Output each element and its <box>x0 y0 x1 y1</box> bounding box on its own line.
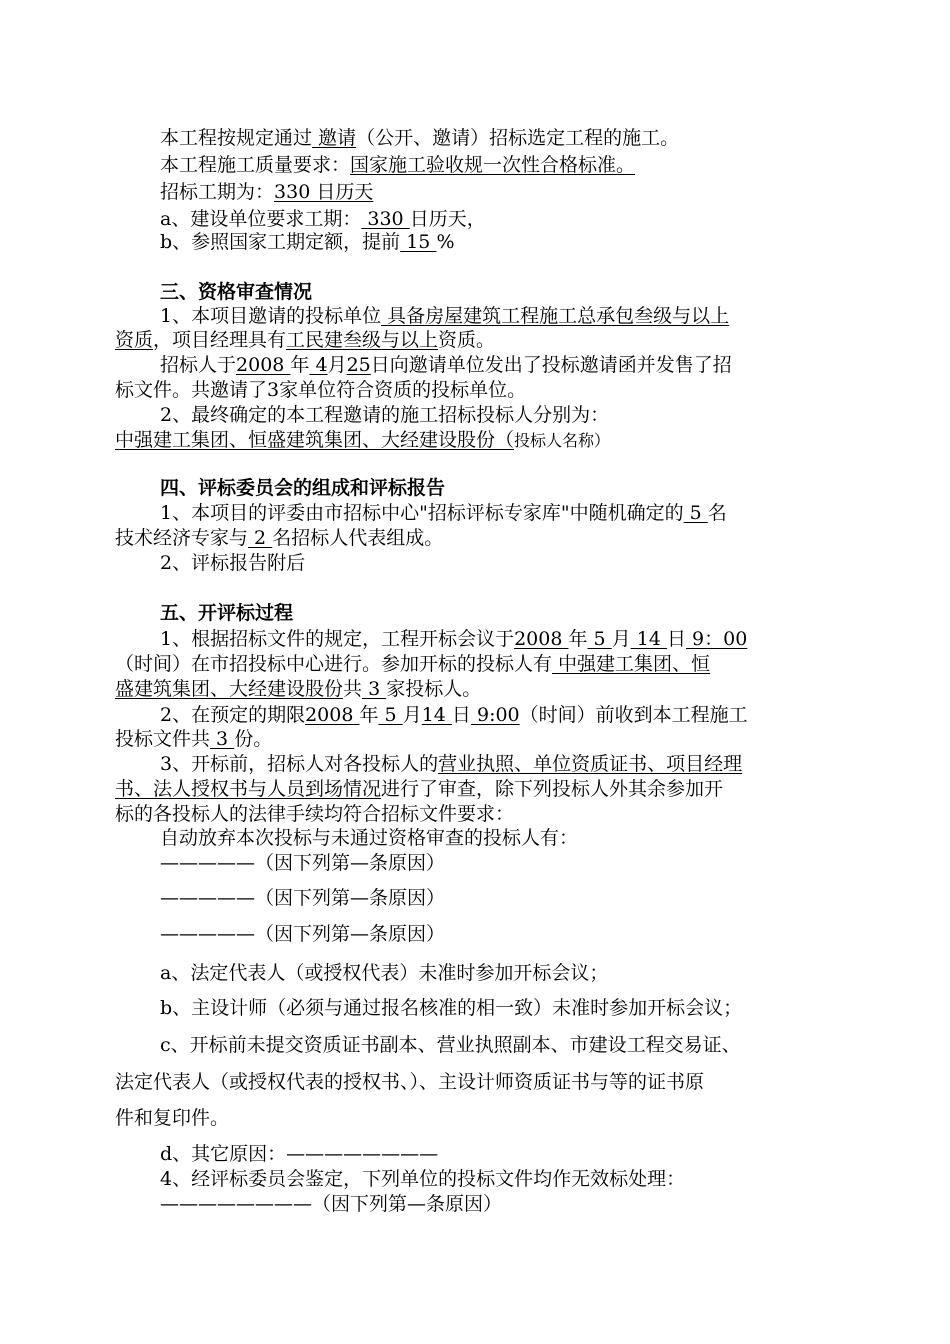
reason-c: c、开标前未提交资质证书副本、营业执照副本、市建设工程交易证、 <box>160 1034 741 1056</box>
text: 1、本项目邀请的投标单位 <box>160 305 382 327</box>
text: b、参照国家工期定额，提前 <box>160 231 401 253</box>
blank-line: — <box>407 1193 427 1215</box>
text: 进行了审查，除下列投标人外其余参加开 <box>381 778 724 800</box>
text: 共 <box>343 678 363 700</box>
blank-line: ————— <box>160 887 255 909</box>
filled-value: 25 <box>346 354 371 376</box>
blank-line: ————— <box>160 852 255 874</box>
text: 条原因） <box>426 1193 503 1215</box>
filled-value: 9：00 <box>685 628 748 650</box>
filled-value: 15 <box>400 231 437 253</box>
text: 日历天， <box>409 208 486 230</box>
text: 年 <box>359 704 379 726</box>
filled-value: 3 <box>210 728 235 750</box>
line-received-count <box>115 727 845 751</box>
filled-value: 盛建筑集团、大经建设股份 <box>115 678 344 700</box>
filled-value: 2008 <box>236 354 291 376</box>
text: 日向邀请单位发出了投标邀请函并发售了招 <box>370 354 732 376</box>
filled-value: 330 日历天 <box>274 181 374 203</box>
line-bidder-names <box>115 428 845 453</box>
text: 招标工期为： <box>160 181 275 203</box>
text: a、建设单位要求工期： <box>160 208 362 230</box>
text: 月 <box>402 704 422 726</box>
blank-line: — <box>350 887 370 909</box>
line-bid-period <box>160 180 845 204</box>
line-invited-qualification <box>160 304 845 328</box>
text: 条原因） <box>369 887 446 909</box>
blank-line: ———————— <box>286 1143 439 1165</box>
line-manager-qualification <box>115 328 845 352</box>
text: 本工程按规定通过 <box>160 127 313 149</box>
text: ，项目经理具有 <box>153 329 287 351</box>
filled-value: 9:00 <box>470 704 520 726</box>
blank-line: ———————— <box>160 1193 312 1215</box>
text: d、其它原因： <box>160 1143 287 1165</box>
section-5-heading: 五、开评标过程 <box>160 602 294 624</box>
text: （时间）在市招投标中心进行。参加开标的投标人有 <box>115 653 553 675</box>
filled-value: 中强建工集团、恒 <box>552 653 711 675</box>
line-expert-count <box>160 501 845 525</box>
text: （因下列第 <box>312 1193 408 1215</box>
text: （时间）前收到本工程施工 <box>519 704 748 726</box>
line-final-bidders-intro: 2、最终确定的本工程邀请的施工招标投标人分别为： <box>160 404 610 426</box>
line-withdrawn-intro: 自动放弃本次投标与未通过资格审查的投标人有： <box>160 827 579 849</box>
filled-value: 邀请 <box>312 127 357 149</box>
text: 年 <box>568 628 588 650</box>
text: 投标人名称） <box>514 431 611 450</box>
line-representative-count <box>115 526 845 550</box>
text: （公开、邀请）招标选定工程的施工。 <box>356 127 680 149</box>
text: 1、根据招标文件的规定，工程开标会议于 <box>160 628 515 650</box>
blank-invalid-row <box>160 1192 845 1216</box>
reason-c-cont: 件和复印件。 <box>115 1107 230 1129</box>
line-opening-date <box>160 627 845 651</box>
line-quality-requirement <box>160 153 845 177</box>
text: 技术经济专家与 <box>115 527 249 549</box>
text: 标文件。共邀请了 <box>115 379 268 401</box>
line-invalid-bids-intro: 4、经评标委员会鉴定，下列单位的投标文件均作无效标处理： <box>160 1168 686 1190</box>
text: 投标文件共 <box>115 728 211 750</box>
filled-value: 具备房屋建筑工程施工总承包叁级与以上 <box>381 305 730 327</box>
filled-value: 书、法人授权书与人员到场情况 <box>115 778 382 800</box>
reason-a: a、法定代表人（或授权代表）未准时参加开标会议； <box>160 962 609 984</box>
text: 月 <box>611 628 631 650</box>
line-invitation-date <box>160 353 845 377</box>
line-owner-period <box>160 207 845 231</box>
text: 名招标人代表组成。 <box>272 527 444 549</box>
filled-value: 330 <box>361 208 410 230</box>
filled-value: 14 <box>421 704 452 726</box>
filled-value: 2 <box>248 527 273 549</box>
text: 日 <box>666 628 686 650</box>
line-invited-count <box>115 378 845 402</box>
blank-bidder-row <box>160 922 845 946</box>
text: 份。 <box>234 728 273 750</box>
line-deadline <box>160 703 845 727</box>
line-review-items <box>160 752 845 776</box>
blank-bidder-row <box>160 851 845 875</box>
text: 本工程施工质量要求： <box>160 154 351 176</box>
reason-c-cont: 法定代表人（或授权代表的授权书、）、主设计师资质证书与等的证书原 <box>115 1071 705 1093</box>
text: 家投标人。 <box>386 678 482 700</box>
text: （因下列第 <box>255 887 351 909</box>
line-legal-compliance: 标的各投标人的法律手续均符合招标文件要求： <box>115 803 515 825</box>
reason-d <box>160 1142 845 1166</box>
text: 1、本项目的评委由市招标中心"招标评标专家库"中随机确定的 <box>160 502 684 524</box>
text: （因下列第 <box>255 923 351 945</box>
text: 名 <box>707 502 727 524</box>
blank-bidder-row <box>160 886 845 910</box>
text: 条原因） <box>369 852 446 874</box>
text: % <box>436 231 455 253</box>
filled-value: 5 <box>683 502 708 524</box>
text: 月 <box>327 354 347 376</box>
section-4-heading: 四、评标委员会的组成和评标报告 <box>160 477 446 499</box>
filled-value: 5 <box>378 704 403 726</box>
line-advance-percent <box>160 230 845 254</box>
filled-value: 14 <box>630 628 667 650</box>
text: 年 <box>290 354 310 376</box>
text: 条原因） <box>369 923 446 945</box>
line-review-items-cont <box>115 777 845 801</box>
filled-value: 3 <box>267 379 280 401</box>
line-bidder-total <box>115 677 845 701</box>
filled-value: 5 <box>587 628 612 650</box>
filled-value: 工民建叁级与以上 <box>286 329 439 351</box>
section-3-heading: 三、资格审查情况 <box>160 281 313 303</box>
filled-value: 营业执照、单位资质证书、项目经理 <box>438 753 743 775</box>
reason-b: b、主设计师（必须与通过报名核准的相一致）未准时参加开标会议； <box>160 997 743 1019</box>
filled-value: 3 <box>362 678 387 700</box>
text: 日 <box>451 704 471 726</box>
line-opening-location <box>115 652 845 676</box>
text: 3、开标前，招标人对各投标人的 <box>160 753 439 775</box>
filled-value: 资质 <box>115 329 154 351</box>
blank-line: ————— <box>160 923 255 945</box>
text: 2、在预定的期限 <box>160 704 306 726</box>
text: （因下列第 <box>255 852 351 874</box>
text: 资质。 <box>438 329 496 351</box>
line-bidding-method <box>160 126 845 150</box>
blank-line: — <box>350 923 370 945</box>
blank-line: — <box>350 852 370 874</box>
line-report-attached: 2、评标报告附后 <box>160 552 306 574</box>
filled-value: 国家施工验收规一次性合格标准。 <box>350 154 636 176</box>
filled-value: 4 <box>309 354 328 376</box>
text: 招标人于 <box>160 354 237 376</box>
filled-value: 2008 <box>305 704 360 726</box>
text: 家单位符合资质的投标单位。 <box>279 379 527 401</box>
filled-value: 中强建工集团、恒盛建筑集团、大经建设股份（ <box>115 429 515 451</box>
filled-value: 2008 <box>514 628 569 650</box>
